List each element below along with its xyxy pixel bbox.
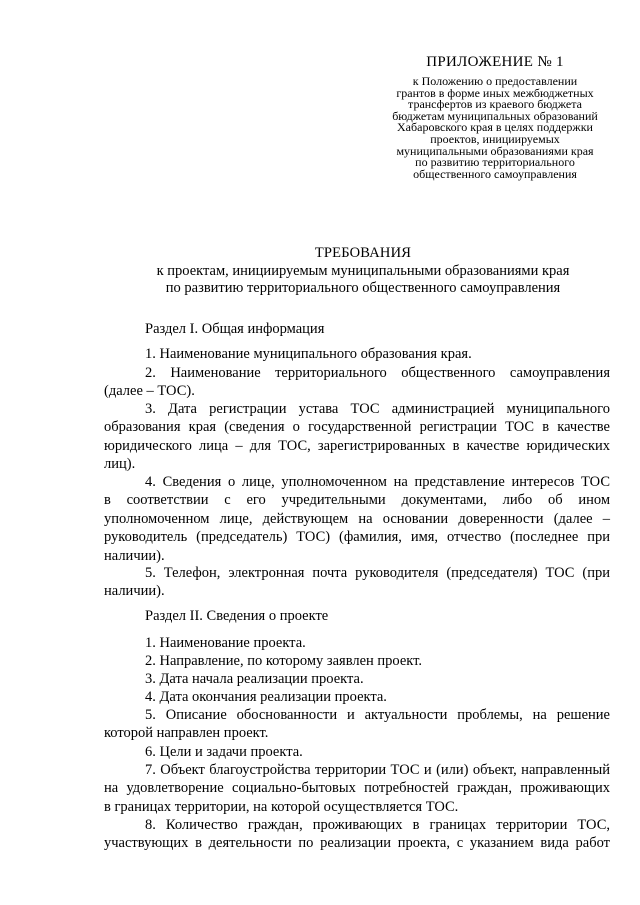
list-item [104, 743, 610, 761]
paragraph-line: 2. Направление, по которому заявлен проект. [145, 653, 423, 669]
appendix-line: муниципальными образованиями края [396, 143, 594, 158]
appendix-line: к Положению о предоставлении [412, 74, 578, 88]
list-item [104, 345, 610, 363]
paragraph-line: лиц). [104, 456, 136, 473]
appendix-reference [380, 76, 610, 180]
paragraph-line: которой направлен проект. [104, 725, 269, 742]
list-item [104, 634, 610, 652]
appendix-line: проектов, инициируемых [430, 131, 560, 146]
section-heading: Раздел II. Сведения о проекте [145, 608, 329, 624]
paragraph-line: в границах территории, на которой осуществляется ТОС. [104, 798, 459, 815]
paragraph-line: наличии). [104, 547, 165, 564]
paragraph-line: участвующих в деятельности по реализации проекта, с указанием вида работ [104, 835, 610, 852]
paragraph-line: 4. Дата окончания реализации проекта. [145, 689, 387, 705]
appendix-line: бюджетам муниципальных образований [392, 108, 598, 123]
list-item [104, 564, 610, 601]
appendix-line: грантов в форме иных межбюджетных [396, 85, 594, 100]
paragraph-line: юридического лица – для ТОС, зарегистрированных в качестве юридических [104, 437, 610, 454]
document-subtitle [0, 263, 640, 297]
paragraph-line: 7. Объект благоустройства территории ТОС и (или) объект, направленный [145, 762, 610, 778]
appendix-title: ПРИЛОЖЕНИЕ № 1 [426, 54, 564, 70]
paragraph-line: 2. Наименование территориального общественного самоуправления [145, 365, 610, 381]
list-item [104, 706, 610, 743]
list-item [104, 364, 610, 401]
appendix-line: трансфертов из краевого бюджета [408, 97, 582, 112]
list-item [104, 400, 610, 474]
paragraph-line: руководитель (председатель) ТОС) (фамилия, имя, отчество (последнее при [104, 529, 610, 546]
list-item [104, 761, 610, 816]
document-title: ТРЕБОВАНИЯ [314, 245, 412, 261]
list-item [104, 652, 610, 670]
paragraph-line: 3. Дата регистрации устава ТОС администрацией муниципального [145, 401, 610, 417]
subtitle-line: по развитию территориального общественного самоуправления [165, 280, 561, 296]
paragraph-line: образования края (сведения о государственной регистрации ТОС в качестве [104, 419, 610, 436]
paragraph-line: 8. Количество граждан, проживающих в границах территории ТОС, [145, 817, 610, 833]
paragraph-line: 1. Наименование проекта. [145, 635, 306, 651]
paragraph-line: 5. Телефон, электронная почта руководителя (председателя) ТОС (при [145, 565, 610, 581]
list-item [104, 473, 610, 565]
paragraph-line: 3. Дата начала реализации проекта. [145, 671, 364, 687]
list-item [104, 688, 610, 706]
section-heading: Раздел I. Общая информация [145, 321, 325, 337]
paragraph-line: (далее – ТОС). [104, 383, 195, 400]
paragraph-line: в соответствии с его учредительными документами, либо об ином [104, 492, 610, 509]
paragraph-line: 4. Сведения о лице, уполномоченном на представление интересов ТОС [145, 474, 610, 490]
paragraph-line: наличии). [104, 583, 165, 600]
list-item [104, 670, 610, 688]
appendix-line: общественного самоуправления [413, 166, 577, 181]
paragraph-line: 1. Наименование муниципального образования края. [145, 346, 472, 362]
paragraph-line: на удовлетворение социально-бытовых потребностей граждан, проживающих [104, 780, 610, 797]
paragraph-line: уполномоченном лице, действующем на основании доверенности (далее – [104, 510, 610, 527]
paragraph-line: 5. Описание обоснованности и актуальности проблемы, на решение [145, 707, 610, 723]
appendix-line: Хабаровского края в целях поддержки [397, 120, 593, 135]
subtitle-line: к проектам, инициируемым муниципальными образованиями края [156, 263, 570, 279]
paragraph-line: 6. Цели и задачи проекта. [145, 744, 303, 760]
appendix-line: по развитию территориального [415, 155, 575, 170]
list-item [104, 816, 610, 853]
